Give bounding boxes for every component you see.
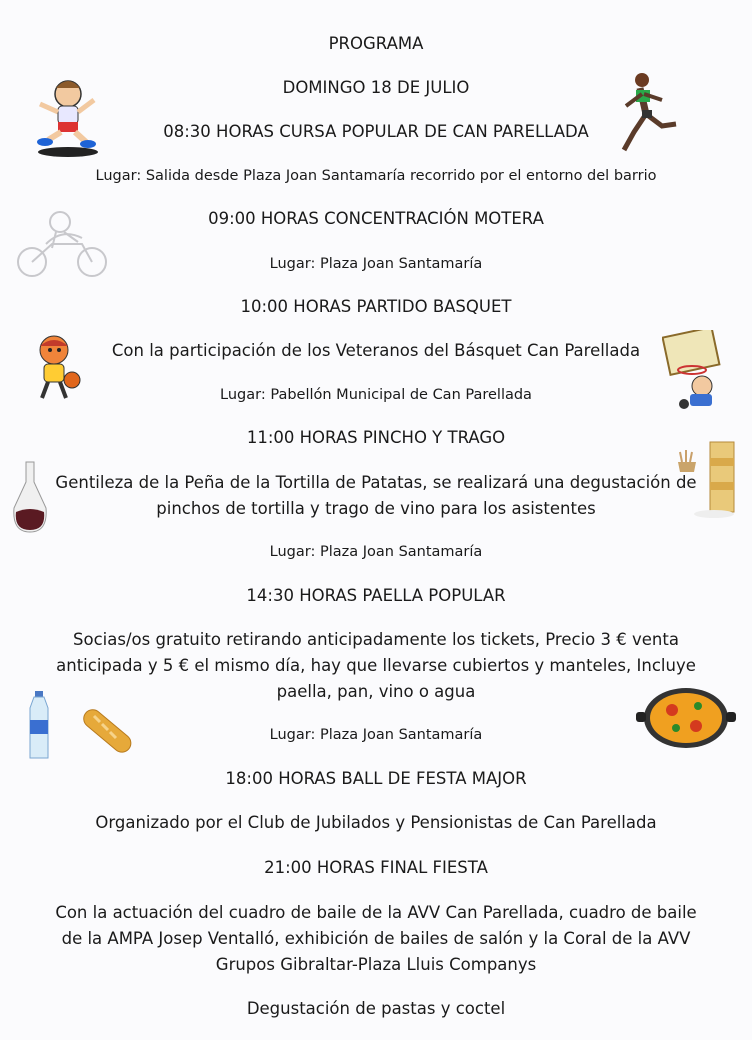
- event-description-5-line-2: anticipada y 5 € el mismo día, hay que llevarse cubiertos y manteles, Incluye: [56, 656, 696, 675]
- event-location-1: Lugar: Salida desde Plaza Joan Santamaría recorrido por el entorno del barrio: [95, 168, 657, 184]
- water-bottle-clipart: [26, 690, 52, 762]
- event-description-7-line-1: Con la actuación del cuadro de baile de la AVV Can Parellada, cuadro de baile: [55, 903, 697, 922]
- event-date: DOMINGO 18 DE JULIO: [282, 78, 470, 97]
- event-location-5: Lugar: Plaza Joan Santamaría: [269, 727, 483, 743]
- event-description-6-line-1: Organizado por el Club de Jubilados y Pensionistas de Can Parellada: [95, 813, 657, 832]
- event-heading-2: 09:00 HORAS CONCENTRACIÓN MOTERA: [208, 209, 544, 228]
- basketball-hoop-clipart: [662, 330, 736, 412]
- event-heading-6: 18:00 HORAS BALL DE FESTA MAJOR: [225, 769, 527, 788]
- event-description-7-line-2: de la AMPA Josep Ventalló, exhibición de bailes de salón y la Coral de la AVV: [61, 929, 691, 948]
- event-description-5-line-3: paella, pan, vino o agua: [276, 682, 476, 701]
- running-kid-clipart: [28, 72, 104, 162]
- event-heading-5: 14:30 HORAS PAELLA POPULAR: [246, 586, 506, 605]
- event-location-3: Lugar: Pabellón Municipal de Can Parellada: [220, 387, 532, 403]
- event-description-4-line-2: pinchos de tortilla y trago de vino para los asistentes: [156, 499, 596, 518]
- closing-note: Degustación de pastas y coctel: [246, 999, 506, 1018]
- bread-clipart: [78, 702, 132, 756]
- basketball-kid-clipart: [28, 332, 84, 404]
- event-heading-3: 10:00 HORAS PARTIDO BASQUET: [240, 297, 512, 316]
- event-location-2: Lugar: Plaza Joan Santamaría: [269, 256, 483, 272]
- event-description-4-line-1: Gentileza de la Peña de la Tortilla de Patatas, se realizará una degustación de: [55, 473, 697, 492]
- event-heading-7: 21:00 HORAS FINAL FIESTA: [264, 858, 488, 877]
- tortilla-food-clipart: [674, 438, 736, 520]
- event-heading-1: 08:30 HORAS CURSA POPULAR DE CAN PARELLADA: [163, 122, 589, 141]
- runner-clipart: [612, 70, 682, 160]
- program-title: PROGRAMA: [328, 34, 424, 53]
- paella-pan-clipart: [636, 682, 736, 752]
- event-description-3-line-1: Con la participación de los Veteranos del Básquet Can Parellada: [111, 341, 641, 360]
- event-description-5-line-1: Socias/os gratuito retirando anticipadamente los tickets, Precio 3 € venta: [73, 630, 679, 649]
- event-location-4: Lugar: Plaza Joan Santamaría: [269, 544, 483, 560]
- wine-jug-clipart: [10, 460, 50, 536]
- event-description-7-line-3: Grupos Gibraltar-Plaza Lluis Companys: [215, 955, 537, 974]
- event-heading-4: 11:00 HORAS PINCHO Y TRAGO: [246, 428, 506, 447]
- motorbike-clipart: [12, 208, 112, 284]
